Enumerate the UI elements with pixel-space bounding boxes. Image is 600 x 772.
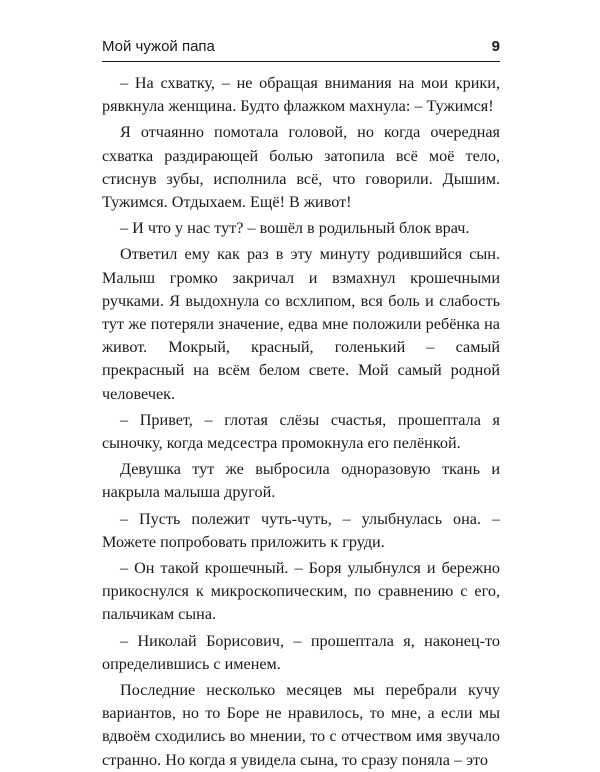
page-body: [102, 72, 500, 772]
paragraph: Ответил ему как раз в эту минуту родившийся сын. Малыш громко закричал и взмахнул крошечными ручками. Я выдохнула со всхлипом, вся боль и слабость тут же потеряли значение, едва мне положили ребёнка на живот. Мокрый, красный, голенький – самый прекрасный на всём белом свете. Мой самый родной человечек.: [102, 245, 500, 403]
paragraph: – Николай Борисович, – прошептала я, наконец-то определившись с именем.: [102, 631, 500, 673]
paragraph: – Привет, – глотая слёзы счастья, прошептала я сыночку, когда медсестра промокнула его пелёнкой.: [102, 410, 500, 453]
paragraph: – Он такой крошечный. – Боря улыбнулся и бережно прикоснулся к микроскопическим, по сравнению с его, пальчикам сына.: [102, 559, 500, 624]
paragraph: Я отчаянно помотала головой, но когда очередная схватка раздирающей болью затопила всё моё тело, стиснув зубы, исполнила всё, что говорили. Дышим. Тужимся. Отдыхаем. Ещё! В живот!: [102, 123, 500, 212]
running-header: [102, 38, 500, 62]
paragraph: – И что у нас тут? – вошёл в родильный блок врач.: [120, 219, 470, 238]
page-number: 9: [491, 38, 500, 55]
paragraph: Девушка тут же выбросила одноразовую ткань и накрыла малыша другой.: [102, 460, 500, 502]
paragraph: Последние несколько месяцев мы перебрали кучу вариантов, но то Боре не нравилось, то мне, а если мы вдвоём сходились во мнении, то с отчеством имя звучало странно. Но когда я увидела сына, то сразу поняла – это: [102, 681, 500, 769]
book-title: Мой чужой папа: [102, 38, 215, 55]
paragraph: – Пусть полежит чуть-чуть, – улыбнулась она. – Можете попробовать приложить к груди.: [102, 509, 500, 551]
paragraph: – На схватку, – не обращая внимания на мои крики, рявкнула женщина. Будто флажком махнула: – Тужимся!: [102, 74, 500, 116]
